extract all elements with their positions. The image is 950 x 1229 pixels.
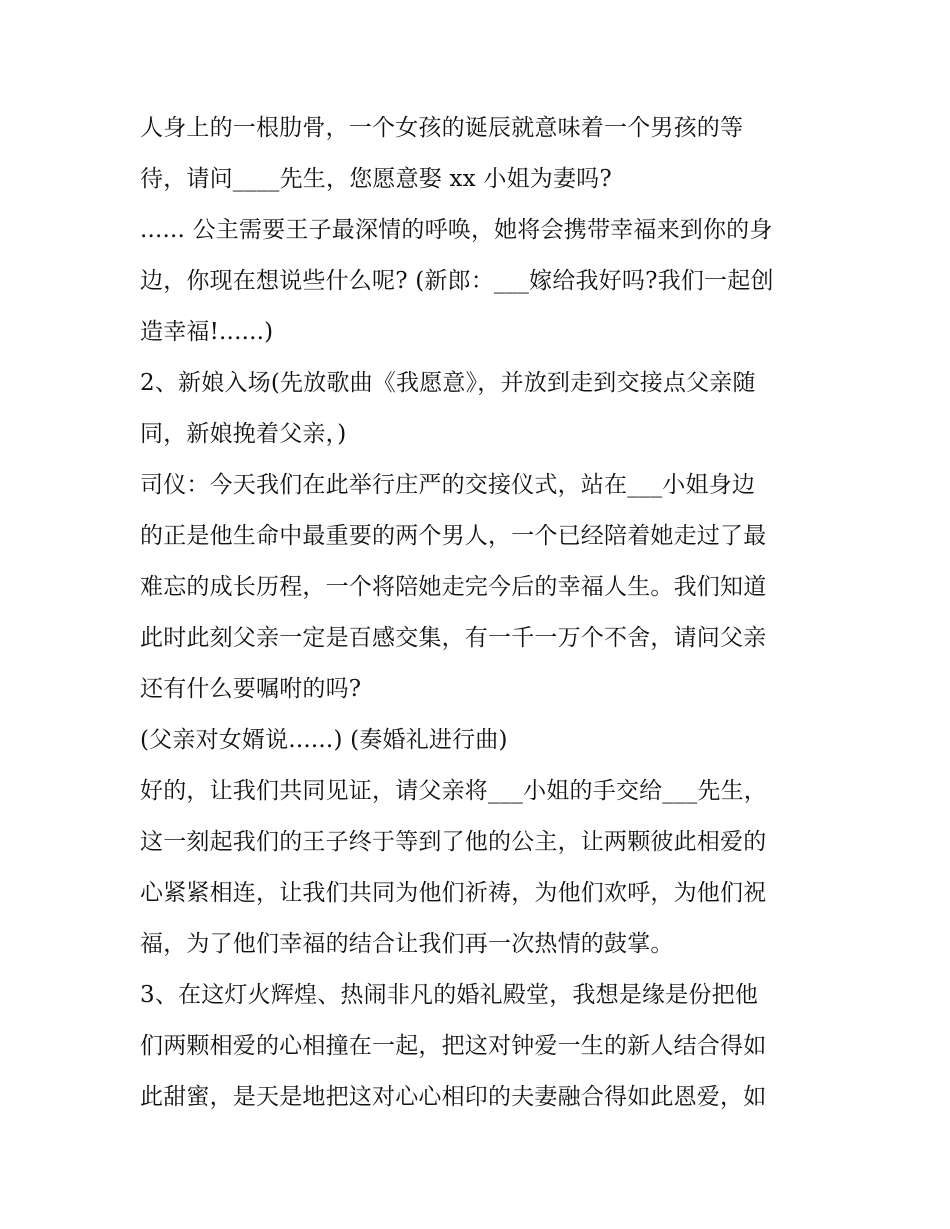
text-line: 们两颗相爱的心相撞在一起，把这对钟爱一生的新人结合得如	[140, 1033, 767, 1059]
text-line: 这一刻起我们的王子终于等到了他的公主，让两颗彼此相爱的	[140, 829, 767, 855]
text-line: 难忘的成长历程，一个将陪她走完今后的幸福人生。我们知道	[140, 574, 767, 600]
body-text	[140, 103, 830, 1123]
text-line: 的正是他生命中最重要的两个男人，一个已经陪着她走过了最	[140, 523, 767, 549]
text-line: 司仪：今天我们在此举行庄严的交接仪式，站在___小姐身边	[140, 472, 756, 498]
text-line: 此时此刻父亲一定是百感交集，有一千一万个不舍，请问父亲	[140, 625, 767, 651]
text-line: ...... 公主需要王子最深情的呼唤，她将会携带幸福来到你的身	[140, 217, 773, 243]
text-line: 人身上的一根肋骨，一个女孩的诞辰就意味着一个男孩的等	[140, 115, 744, 141]
text-line: 心紧紧相连，让我们共同为他们祈祷，为他们欢呼，为他们祝	[140, 880, 767, 906]
text-line: 2、新娘入场(先放歌曲《我愿意》，并放到走到交接点父亲随	[140, 370, 756, 396]
text-line: 还有什么要嘱咐的吗?	[140, 676, 362, 702]
text-line: 好的，让我们共同见证，请父亲将___小姐的手交给___先生，	[140, 778, 767, 804]
text-line: 福，为了他们幸福的结合让我们再一次热情的鼓掌。	[140, 931, 674, 957]
text-line: 此甜蜜，是天是地把这对心心相印的夫妻融合得如此恩爱，如	[140, 1084, 767, 1110]
text-line: 同，新娘挽着父亲，)	[140, 421, 347, 447]
text-line: 边，你现在想说些什么呢? (新郎：___嫁给我好吗?我们一起创	[140, 268, 774, 294]
text-line: (父亲对女婿说......) (奏婚礼进行曲)	[140, 727, 508, 753]
text-line: 待，请问____先生，您愿意娶 xx 小姐为妻吗?	[140, 166, 612, 192]
text-line: 造幸福!......)	[140, 319, 274, 345]
text-line: 3、在这灯火辉煌、热闹非凡的婚礼殿堂，我想是缘是份把他	[140, 982, 759, 1008]
